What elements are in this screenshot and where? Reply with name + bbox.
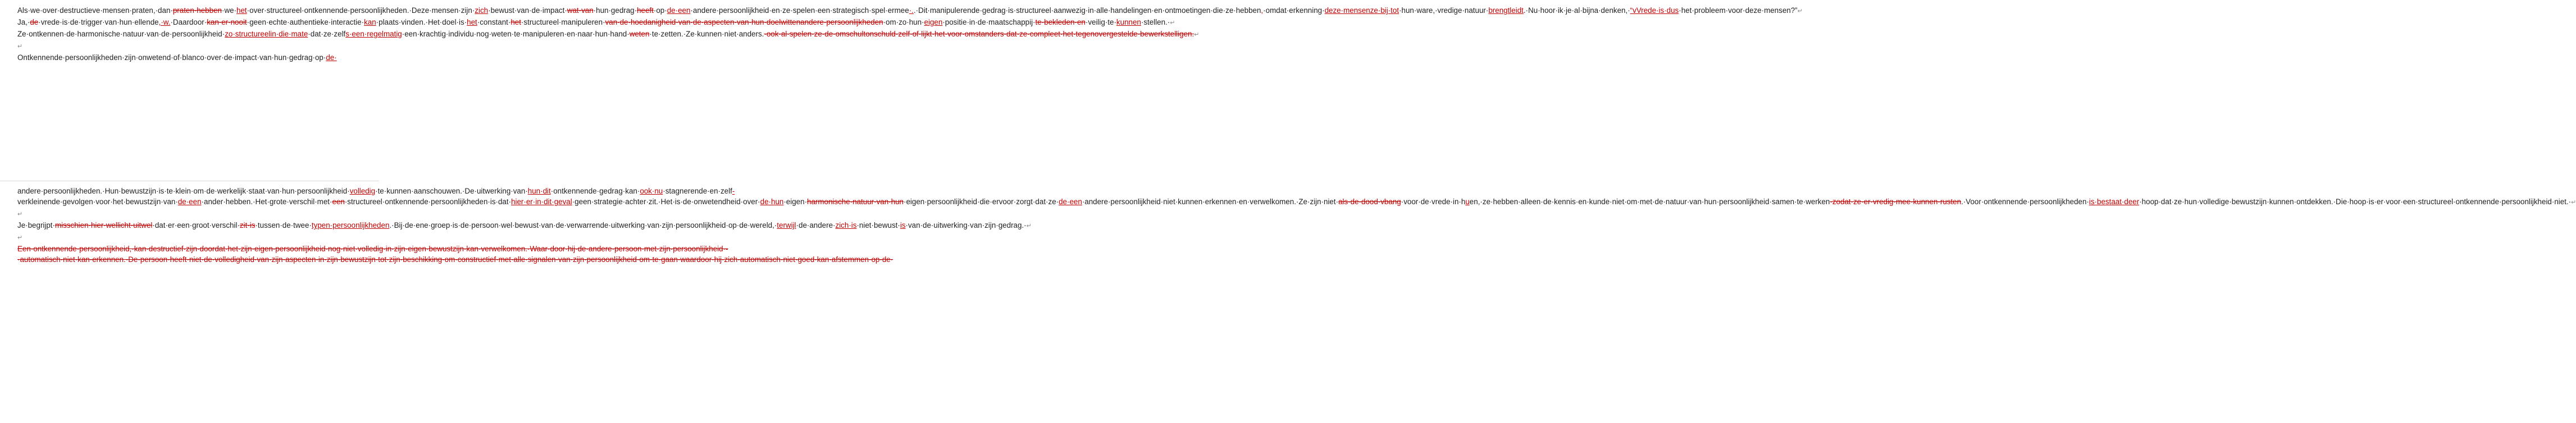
tracked-insertion: is·bestaat·deer: [2089, 197, 2140, 206]
text-run: ·voor·de·vrede·in·h: [1401, 197, 1466, 206]
text-run: ·hun·ware,·vredige·natuur·: [1399, 6, 1489, 15]
tracked-deletion: weten: [629, 30, 650, 38]
tracked-insertion: de·hun: [760, 197, 784, 206]
tracked-insertion: hier·er·in·dit·geval: [511, 197, 572, 206]
tracked-deletion: Een·ontkennende·persoonlijkheid,·kan·destructief·zijn·doordat·het·zijn·eigen·persoonlijkheid·nog·niet·volledig·in·zijn·eigen·bewustzijn·kan·verwelkomen.·Waar·door·hij·de·andere·persoon·met·zijn·persoonlijkheid·-·automatisch·niet·kan·erkennen.·De·persoon·heeft·niet·de·volledigheid·van·zijn·aspecten·in·zijn·bewustzijn·tot·zijn·beschikking·om·constructief·met·alle·signalen·van·zijn·persoonlijkheid·om·te·gaan·waardoor·hij·zich·automatisch·niet·goed·kan·afstemmen·op·de·: [17, 245, 893, 264]
text-run: Je·begrijpt·: [17, 221, 55, 229]
text-run: ·stagnerende·en·zelf: [663, 187, 732, 195]
tracked-deletion: te·bekleden·en: [1035, 18, 1086, 26]
tracked-insertion: kan: [364, 18, 376, 26]
tracked-insertion: volledig: [349, 187, 376, 195]
tracked-deletion: van·de·hoedanigheid·van·de·aspecten·van·hun·doelwittenandere·persoonlijkheden: [605, 18, 883, 26]
tracked-insertion: ,: [1261, 6, 1264, 15]
document-page-top: [0, 0, 1803, 181]
text-run: verkleinende·gevolgen·voor·het·bewustzijn·van·: [17, 197, 178, 206]
text-run: ·de·andere·: [796, 221, 836, 229]
tracked-deletion: als·de·dood·vbang: [1338, 197, 1401, 206]
paragraph: [17, 232, 360, 243]
text-run: .·Nu·hoor·ik·je·al·bijna·denken,·: [1523, 6, 1630, 15]
text-run: ·plaats·vinden.·Het·doel·is·: [376, 18, 467, 26]
text-run: ·bewust·van·de·impact·: [488, 6, 567, 15]
paragraph-mark: ↵: [17, 43, 23, 50]
text-run: ·eigen·: [783, 197, 808, 206]
text-run: ·over·structureel·ontkennende·persoonlijkheden.·Deze·mensen·zijn·: [247, 6, 475, 15]
paragraph-mark: ↵: [17, 235, 23, 241]
text-run: ·ander·hebben.·Het·grote·verschil·met·: [201, 197, 332, 206]
tracked-insertion: is: [900, 221, 906, 229]
tracked-deletion: ·ook·al·spelen·ze·de·omschultonschuld·zelf·of·lijkt·het·voor·omstanders·dat·ze·compleet·het·tegenovergestelde·bewerkstelligen.: [764, 30, 1194, 38]
paragraph-mark: ↵: [1170, 20, 1175, 26]
text-run: ·het·probleem·voor·deze·mensen?”: [1679, 6, 1798, 15]
tracked-deletion: het: [510, 18, 521, 26]
tracked-insertion: -: [732, 187, 735, 195]
tracked-deletion: de: [30, 18, 39, 26]
text-run: ·te·zetten.·Ze·kunnen·niet·anders.: [649, 30, 764, 38]
text-run: Ontkennende·persoonlijkheden·zijn·onwetend·of·blanco·over·de·impact·van·hun·gedrag·op·: [17, 53, 326, 62]
text-run: ·omdat·erkenning·: [1263, 6, 1325, 15]
tracked-insertion: u: [1465, 197, 1470, 206]
tracked-insertion: het: [467, 18, 477, 26]
text-run: ·tussen·de·twee·: [255, 221, 312, 229]
paragraph: [17, 243, 893, 265]
paragraph: [17, 220, 1032, 232]
paragraph-mark: ↵: [2571, 199, 2576, 206]
tracked-insertion: zich: [475, 6, 489, 15]
paragraph: [17, 17, 1175, 29]
text-run: ·niet·bewust·: [856, 221, 900, 229]
text-run: ·veilig·te·: [1085, 18, 1116, 26]
paragraph: [17, 186, 2576, 208]
text-run: ·stellen.·: [1141, 18, 1170, 26]
tracked-insertion: het: [236, 6, 247, 15]
tracked-deletion: wat·van: [567, 6, 594, 15]
tracked-deletion: harmonische·natuur·van·hun: [807, 197, 904, 206]
text-run: ·hoop·dat·ze·hun·volledige·bewustzijn·kunnen·ontdekken.·Die·hoop·is·er·voor·een·structureel·ontkennende·persoonlijkheid·niet.·: [2139, 197, 2572, 206]
text-run: ·dat·er·een·groot·verschil·: [152, 221, 240, 229]
text-run: ·een·krachtig·individu·nog·weten·te·manipuleren·en·naar·hun·hand·: [402, 30, 630, 38]
tracked-insertion: s·een·regelmatig: [345, 30, 402, 38]
text-run: ·dat·ze·zelf: [308, 30, 346, 38]
text-run: ·op·: [653, 6, 667, 15]
tracked-deletion: heeft: [637, 6, 654, 15]
text-run: ·andere·persoonlijkheid·en·ze·spelen·een·strategisch·spel·ermee: [690, 6, 909, 15]
text-run: ·Daardoor·: [170, 18, 207, 26]
text-run: ·te·kunnen·aanschouwen.·De·uitwerking·van·: [375, 187, 528, 195]
text-run: ·vrede·is·de·trigger·van·hun·ellende: [38, 18, 159, 26]
text-run: ·hun·gedrag·: [593, 6, 637, 15]
text-run: Ja,·: [17, 18, 30, 26]
tracked-insertion: de·een: [177, 197, 202, 206]
text-run: andere·persoonlijkheden.·Hun·bewustzijn·is·te·klein·om·de·werkelijk·staat·van·hun·persoonlijkheid·: [17, 187, 350, 195]
tracked-insertion: eigen: [924, 18, 943, 26]
tracked-deletion: praten·hebben: [172, 6, 222, 15]
tracked-insertion: brengtleidt: [1488, 6, 1524, 15]
tracked-insertion: ook·nu: [640, 187, 663, 195]
text-run: Als·we·over·destructieve·mensen·praten,·dan·: [17, 6, 173, 15]
text-run: ·geen·echte·authentieke·interactie·: [247, 18, 364, 26]
tracked-insertion: de·een: [667, 6, 691, 15]
text-run: ·van·de·uitwerking·van·zijn·gedrag.·: [905, 221, 1027, 229]
text-run: .·Bij·de·ene·groep·is·de·persoon·wel·bewust·van·de·verwarrende·uitwerking·van·zijn·persoonlijkheid·op·de·wereld,·: [389, 221, 777, 229]
tracked-insertion: kunnen: [1116, 18, 1141, 26]
tracked-insertion: hun·dit: [527, 187, 551, 195]
page-top-text: [17, 5, 1803, 63]
paragraph-mark: ↵: [1797, 8, 1803, 15]
tracked-insertion: ,·w.: [158, 18, 171, 26]
text-run: ·ontkennende·gedrag·kan·: [550, 187, 640, 195]
tracked-insertion: ·.: [909, 6, 914, 15]
tracked-insertion: zich·is: [835, 221, 857, 229]
text-run: ·andere·persoonlijkheid·niet·kunnen·erkennen·en·verwelkomen.·Ze·zijn·niet·: [1082, 197, 1339, 206]
tracked-deletion: ·zodat·ze·er·vredig·mee·kunnen·rusten: [1830, 197, 1962, 206]
text-run: ·constant·: [477, 18, 511, 26]
text-run: en,·ze·hebben·alleen·de·kennis·en·kunde·niet·om·met·de·natuur·van·hun·persoonlijkheid·samen·te·werken: [1469, 197, 1830, 206]
document-page-bottom: [0, 181, 2576, 423]
text-run: ·structureel·ontkennende·persoonlijkheden·is·dat·: [344, 197, 512, 206]
paragraph: [17, 40, 360, 52]
paragraph-mark: ↵: [17, 211, 23, 218]
paragraph-mark: ↵: [1194, 31, 1200, 38]
tracked-deletion: misschien·hier·wellicht·uitwel: [54, 221, 153, 229]
tracked-insertion: deze·mensenze·bij·tot: [1324, 6, 1399, 15]
text-run: .·Dit·manipulerende·gedrag·is·structureel·aanwezig·in·alle·handelingen·en·ontmoetingen·die·ze·hebben: [913, 6, 1261, 15]
text-run: ·geen·strategie·achter·zit.·Het·is·de·onwetendheid·over·: [572, 197, 760, 206]
text-run: ·positie·in·de·maatschappij·: [942, 18, 1036, 26]
tracked-deletion: zit·is: [239, 221, 256, 229]
tracked-insertion: zo·structureelin·die·mate: [225, 30, 308, 38]
text-run: .·Voor·ontkennende·persoonlijkheden·: [1961, 197, 2089, 206]
paragraph-mark: ↵: [1026, 223, 1032, 229]
tracked-insertion: “vVrede·is·dus: [1630, 6, 1679, 15]
text-run: ·we·: [221, 6, 237, 15]
text-run: ·om·zo·hun·: [883, 18, 924, 26]
tracked-insertion: typen·persoonlijkheden: [311, 221, 390, 229]
paragraph: [17, 208, 360, 220]
tracked-deletion: kan·er·nooit: [207, 18, 247, 26]
tracked-insertion: terwijl: [777, 221, 796, 229]
tracked-insertion: de·: [326, 53, 337, 62]
text-run: ·eigen·persoonlijkheid·die·ervoor·zorgt·dat·ze·: [903, 197, 1059, 206]
paragraph: [17, 29, 1200, 40]
paragraph: [17, 52, 360, 63]
tracked-deletion: een: [332, 197, 345, 206]
tracked-insertion: de·een: [1059, 197, 1082, 206]
paragraph: [17, 5, 1803, 17]
page-bottom-text[interactable]: [17, 186, 2576, 265]
text-run: ·structureel·manipuleren·: [521, 18, 605, 26]
text-run: Ze·ontkennen·de·harmonische·natuur·van·de·persoonlijkheid·: [17, 30, 225, 38]
